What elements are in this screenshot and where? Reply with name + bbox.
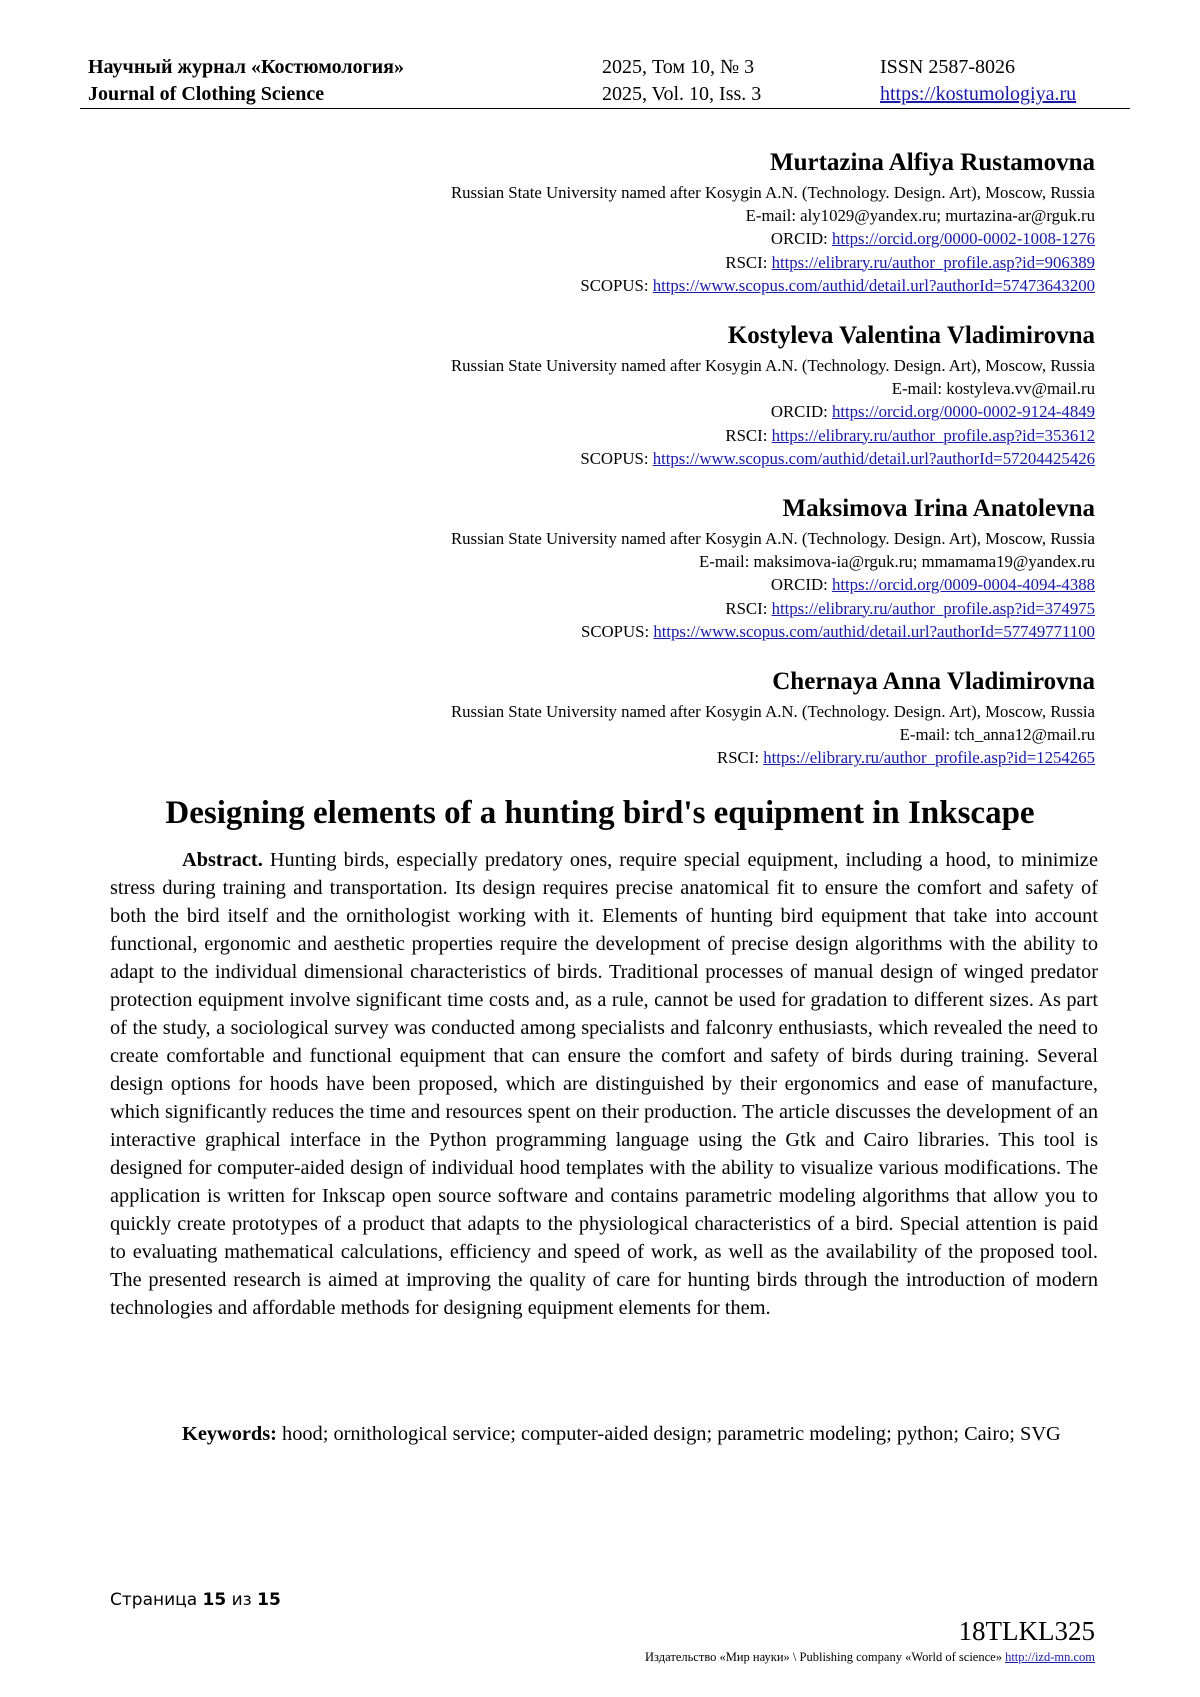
page-total: 15 — [257, 1590, 281, 1610]
rsci-label: RSCI: — [725, 252, 772, 272]
article-code: 18TLKL325 — [958, 1616, 1095, 1646]
author-email: E-mail: tch_anna12@mail.ru — [899, 725, 1095, 745]
scopus-link[interactable]: https://www.scopus.com/authid/detail.url?authorId=57204425426 — [652, 448, 1095, 468]
scopus-label: SCOPUS: — [580, 448, 653, 468]
page-number — [110, 1590, 281, 1610]
abstract — [110, 846, 1098, 1322]
issue-ru: 2025, Том 10, № 3 — [602, 56, 755, 78]
rsci-label: RSCI: — [725, 425, 772, 445]
author-rsci — [451, 424, 1095, 447]
journal-site-link[interactable]: https://kostumologiya.ru — [880, 83, 1077, 105]
issn: ISSN 2587-8026 — [880, 56, 1016, 78]
author-affiliation: Russian State University named after Kosygin A.N. (Technology. Design. Art), Moscow, Russia — [450, 702, 1095, 721]
orcid-link[interactable]: https://orcid.org/0009-0004-4094-4388 — [831, 575, 1095, 595]
scopus-link[interactable]: https://www.scopus.com/authid/detail.url?authorId=57473643200 — [652, 275, 1095, 295]
author-block — [451, 492, 1095, 643]
author-email: E-mail: kostyleva.vv@mail.ru — [891, 379, 1095, 399]
page-current: 15 — [202, 1590, 227, 1610]
journal-name-block — [88, 54, 404, 108]
rsci-link[interactable]: https://elibrary.ru/author_profile.asp?id=374975 — [771, 598, 1095, 618]
publisher-line — [645, 1650, 1095, 1665]
orcid-label: ORCID: — [770, 402, 832, 422]
rsci-link[interactable]: https://elibrary.ru/author_profile.asp?id=353612 — [771, 425, 1095, 445]
journal-name-ru: Научный журнал «Костюмология» — [88, 56, 404, 78]
author-rsci — [451, 746, 1095, 769]
orcid-link[interactable]: https://orcid.org/0000-0002-1008-1276 — [831, 229, 1095, 249]
scopus-label: SCOPUS: — [580, 275, 653, 295]
rsci-link[interactable]: https://elibrary.ru/author_profile.asp?id=1254265 — [763, 748, 1095, 768]
publisher-link[interactable]: http://izd-mn.com — [1005, 1650, 1095, 1664]
author-affiliation: Russian State University named after Kosygin A.N. (Technology. Design. Art), Moscow, Russia — [450, 529, 1095, 548]
author-rsci — [451, 597, 1095, 620]
author-name: Murtazina Alfiya Rustamovna — [770, 149, 1095, 176]
page-prefix: Страница — [110, 1590, 198, 1610]
journal-header — [80, 50, 1130, 109]
publisher-name: Издательство «Мир науки» \ Publishing company «World of science» — [645, 1650, 1002, 1664]
scopus-link[interactable]: https://www.scopus.com/authid/detail.url?authorId=57749771100 — [653, 621, 1095, 641]
orcid-link[interactable]: https://orcid.org/0000-0002-9124-4849 — [831, 402, 1095, 422]
author-scopus — [451, 447, 1095, 470]
author-name: Chernaya Anna Vladimirovna — [772, 668, 1095, 695]
author-email: E-mail: maksimova-ia@rguk.ru; mmamama19@yandex.ru — [699, 552, 1095, 572]
issue-en: 2025, Vol. 10, Iss. 3 — [602, 83, 762, 105]
keywords — [110, 1420, 1098, 1448]
article-title: Designing elements of a hunting bird's equipment in Inkscape — [165, 795, 1035, 831]
orcid-label: ORCID: — [770, 229, 832, 249]
author-scopus — [451, 620, 1095, 643]
issn-block — [880, 54, 1076, 108]
abstract-label: Abstract. — [182, 849, 263, 871]
abstract-text: Hunting birds, especially predatory ones, require special equipment, including a hood, to minimize stress during training and transportation. Its design requires precise anatomical fit to ensure the comfort and safety of both the bird itself and the ornithologist working with it. Elements of hunting bird equipment that take into account functional, ergonomic and aesthetic properties require the development of precise design algorithms with the ability to adapt to the individual dimensional characteristics of birds. Traditional processes of manual design of winged predator protection equipment involve significant time costs and, as a rule, cannot be used for gradation to different sizes. As part of the study, a sociological survey was conducted among specialists and falconry enthusiasts, which revealed the need to create comfortable and functional equipment that can ensure the comfort and safety of birds during training. Several design options for hoods have been proposed, which are distinguished by their ergonomics and ease of manufacture, which significantly reduces the time and resources spent on their production. The article discusses the development of an interactive graphical interface in the Python programming language using the Gtk and Cairo libraries. This tool is designed for computer-aided design of individual hood templates with the ability to visualize various modifications. The application is written for Inkscap open source software and contains parametric modeling algorithms that allow you to quickly create prototypes of a product that adapts to the physiological characteristics of a bird. Special attention is paid to evaluating mathematical calculations, efficiency and speed of work, as well as the availability of the proposed tool. The presented research is aimed at improving the quality of care for hunting birds through the introduction of modern technologies and affordable methods for designing equipment elements for them. — [110, 849, 1098, 1319]
keywords-label: Keywords: — [182, 1423, 277, 1445]
author-block — [451, 146, 1095, 297]
author-orcid — [451, 400, 1095, 423]
author-name: Kostyleva Valentina Vladimirovna — [727, 322, 1095, 349]
journal-name-en: Journal of Clothing Science — [88, 83, 325, 105]
author-rsci — [451, 251, 1095, 274]
author-scopus — [451, 274, 1095, 297]
author-affiliation: Russian State University named after Kosygin A.N. (Technology. Design. Art), Moscow, Russia — [450, 183, 1095, 202]
scopus-label: SCOPUS: — [581, 621, 654, 641]
author-block — [451, 665, 1095, 770]
orcid-label: ORCID: — [770, 575, 832, 595]
author-name: Maksimova Irina Anatolevna — [782, 495, 1095, 522]
keywords-text: hood; ornithological service; computer-aided design; parametric modeling; python; Cairo; SVG — [282, 1423, 1061, 1445]
issue-block — [602, 54, 761, 108]
author-orcid — [451, 227, 1095, 250]
author-block — [451, 319, 1095, 470]
author-affiliation: Russian State University named after Kosygin A.N. (Technology. Design. Art), Moscow, Russia — [450, 356, 1095, 375]
rsci-label: RSCI: — [717, 748, 764, 768]
rsci-link[interactable]: https://elibrary.ru/author_profile.asp?id=906389 — [771, 252, 1095, 272]
author-orcid — [451, 573, 1095, 596]
page-separator: из — [231, 1590, 252, 1610]
author-email: E-mail: aly1029@yandex.ru; murtazina-ar@rguk.ru — [745, 206, 1095, 226]
rsci-label: RSCI: — [725, 598, 772, 618]
